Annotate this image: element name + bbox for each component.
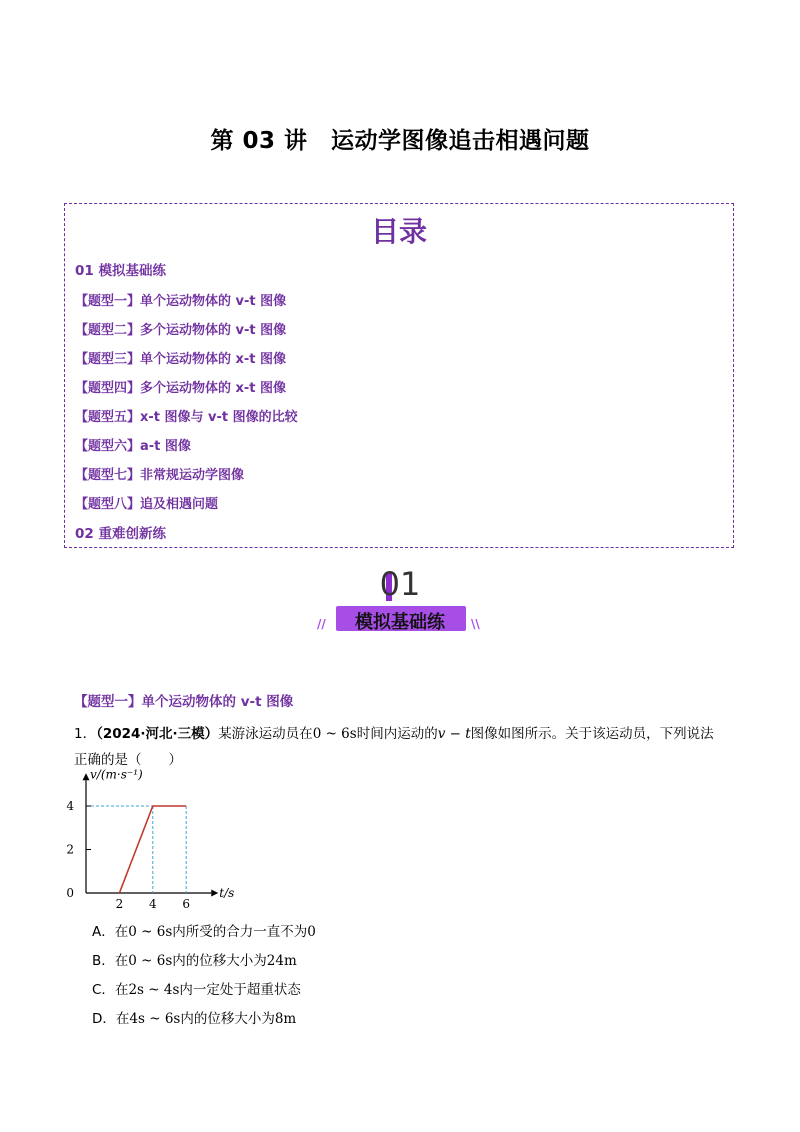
y-axis-label: v/(m·s⁻¹) <box>90 767 143 782</box>
option-b[interactable] <box>92 949 297 969</box>
option-b-pre: 在 <box>114 953 129 969</box>
x-tick-label-4: 4 <box>148 897 157 911</box>
document-title: 第 03 讲 运动学图像追击相遇问题 <box>210 128 590 154</box>
option-b-tail: 24m <box>266 953 297 969</box>
x-axis-arrow <box>211 890 218 897</box>
question-range: 0 ~ 6s <box>312 726 357 742</box>
option-c[interactable] <box>92 978 301 998</box>
option-b-text: 内的位移大小为 <box>172 953 267 969</box>
section-slash-left: // <box>317 617 326 631</box>
question-line-1 <box>74 722 714 742</box>
question-text-c: 图像如图所示。关于该运动员，下列说法 <box>470 726 714 742</box>
question-line-2: 正确的是（ ） <box>74 752 182 768</box>
x-tick-label-2: 2 <box>115 897 124 911</box>
option-a[interactable] <box>92 920 316 940</box>
option-d-pre: 在 <box>115 1011 130 1027</box>
toc-item-type-4[interactable]: 【题型四】多个运动物体的 x-t 图像 <box>75 381 287 396</box>
section-label: 模拟基础练 <box>355 612 445 633</box>
option-c-text: 内一定处于超重状态 <box>179 982 301 998</box>
option-a-text: 内所受的合力一直不为 <box>172 924 308 940</box>
table-of-contents <box>64 203 734 548</box>
toc-item-type-5[interactable]: 【题型五】x-t 图像与 v-t 图像的比较 <box>75 410 298 425</box>
option-d-tail: 8m <box>274 1011 297 1027</box>
option-a-tail: 0 <box>307 924 316 940</box>
question-source: （2024·河北·三模） <box>96 726 219 742</box>
option-d-letter: D． <box>92 1011 116 1027</box>
toc-item-type-2[interactable]: 【题型二】多个运动物体的 v-t 图像 <box>75 323 287 338</box>
option-d[interactable] <box>92 1007 296 1027</box>
option-a-letter: A． <box>92 924 115 940</box>
toc-section-1[interactable]: 01 模拟基础练 <box>75 263 166 279</box>
x-axis-label: t/s <box>219 886 235 900</box>
option-c-letter: C． <box>92 982 115 998</box>
option-b-letter: B． <box>92 953 115 969</box>
option-b-math: 0 ~ 6s <box>128 953 173 969</box>
toc-item-type-7[interactable]: 【题型七】非常规运动学图像 <box>75 468 245 483</box>
question-vt: v − t <box>437 726 471 742</box>
y-tick-label-2: 2 <box>66 842 74 857</box>
question-type-heading: 【题型一】单个运动物体的 v-t 图像 <box>74 694 294 710</box>
option-d-text: 内的位移大小为 <box>180 1011 275 1027</box>
toc-item-type-3[interactable]: 【题型三】单个运动物体的 x-t 图像 <box>75 352 287 367</box>
toc-item-type-1[interactable]: 【题型一】单个运动物体的 v-t 图像 <box>75 294 287 309</box>
toc-item-type-8[interactable]: 【题型八】追及相遇问题 <box>75 497 219 512</box>
vt-graph <box>60 765 280 915</box>
velocity-line <box>119 806 186 893</box>
section-banner <box>300 565 500 640</box>
question-number: 1． <box>74 726 97 742</box>
section-number: 01 <box>379 565 421 603</box>
question-text-a: 某游泳运动员在 <box>218 726 313 742</box>
option-c-pre: 在 <box>114 982 129 998</box>
y-tick-label-4: 4 <box>66 799 74 813</box>
option-c-math: 2s ~ 4s <box>128 982 180 998</box>
toc-section-2[interactable]: 02 重难创新练 <box>75 526 166 542</box>
x-tick-label-6: 6 <box>182 897 191 911</box>
toc-heading: 目录 <box>370 215 427 248</box>
option-d-math: 4s ~ 6s <box>129 1011 181 1027</box>
section-slash-right: \\ <box>471 617 480 631</box>
option-a-math: 0 ~ 6s <box>128 924 173 940</box>
option-a-pre: 在 <box>114 924 129 940</box>
y-tick-label-0: 0 <box>66 886 74 900</box>
y-axis-arrow <box>83 773 90 780</box>
question-text-b: 时间内运动的 <box>356 726 438 742</box>
toc-item-type-6[interactable]: 【题型六】a-t 图像 <box>75 439 191 454</box>
